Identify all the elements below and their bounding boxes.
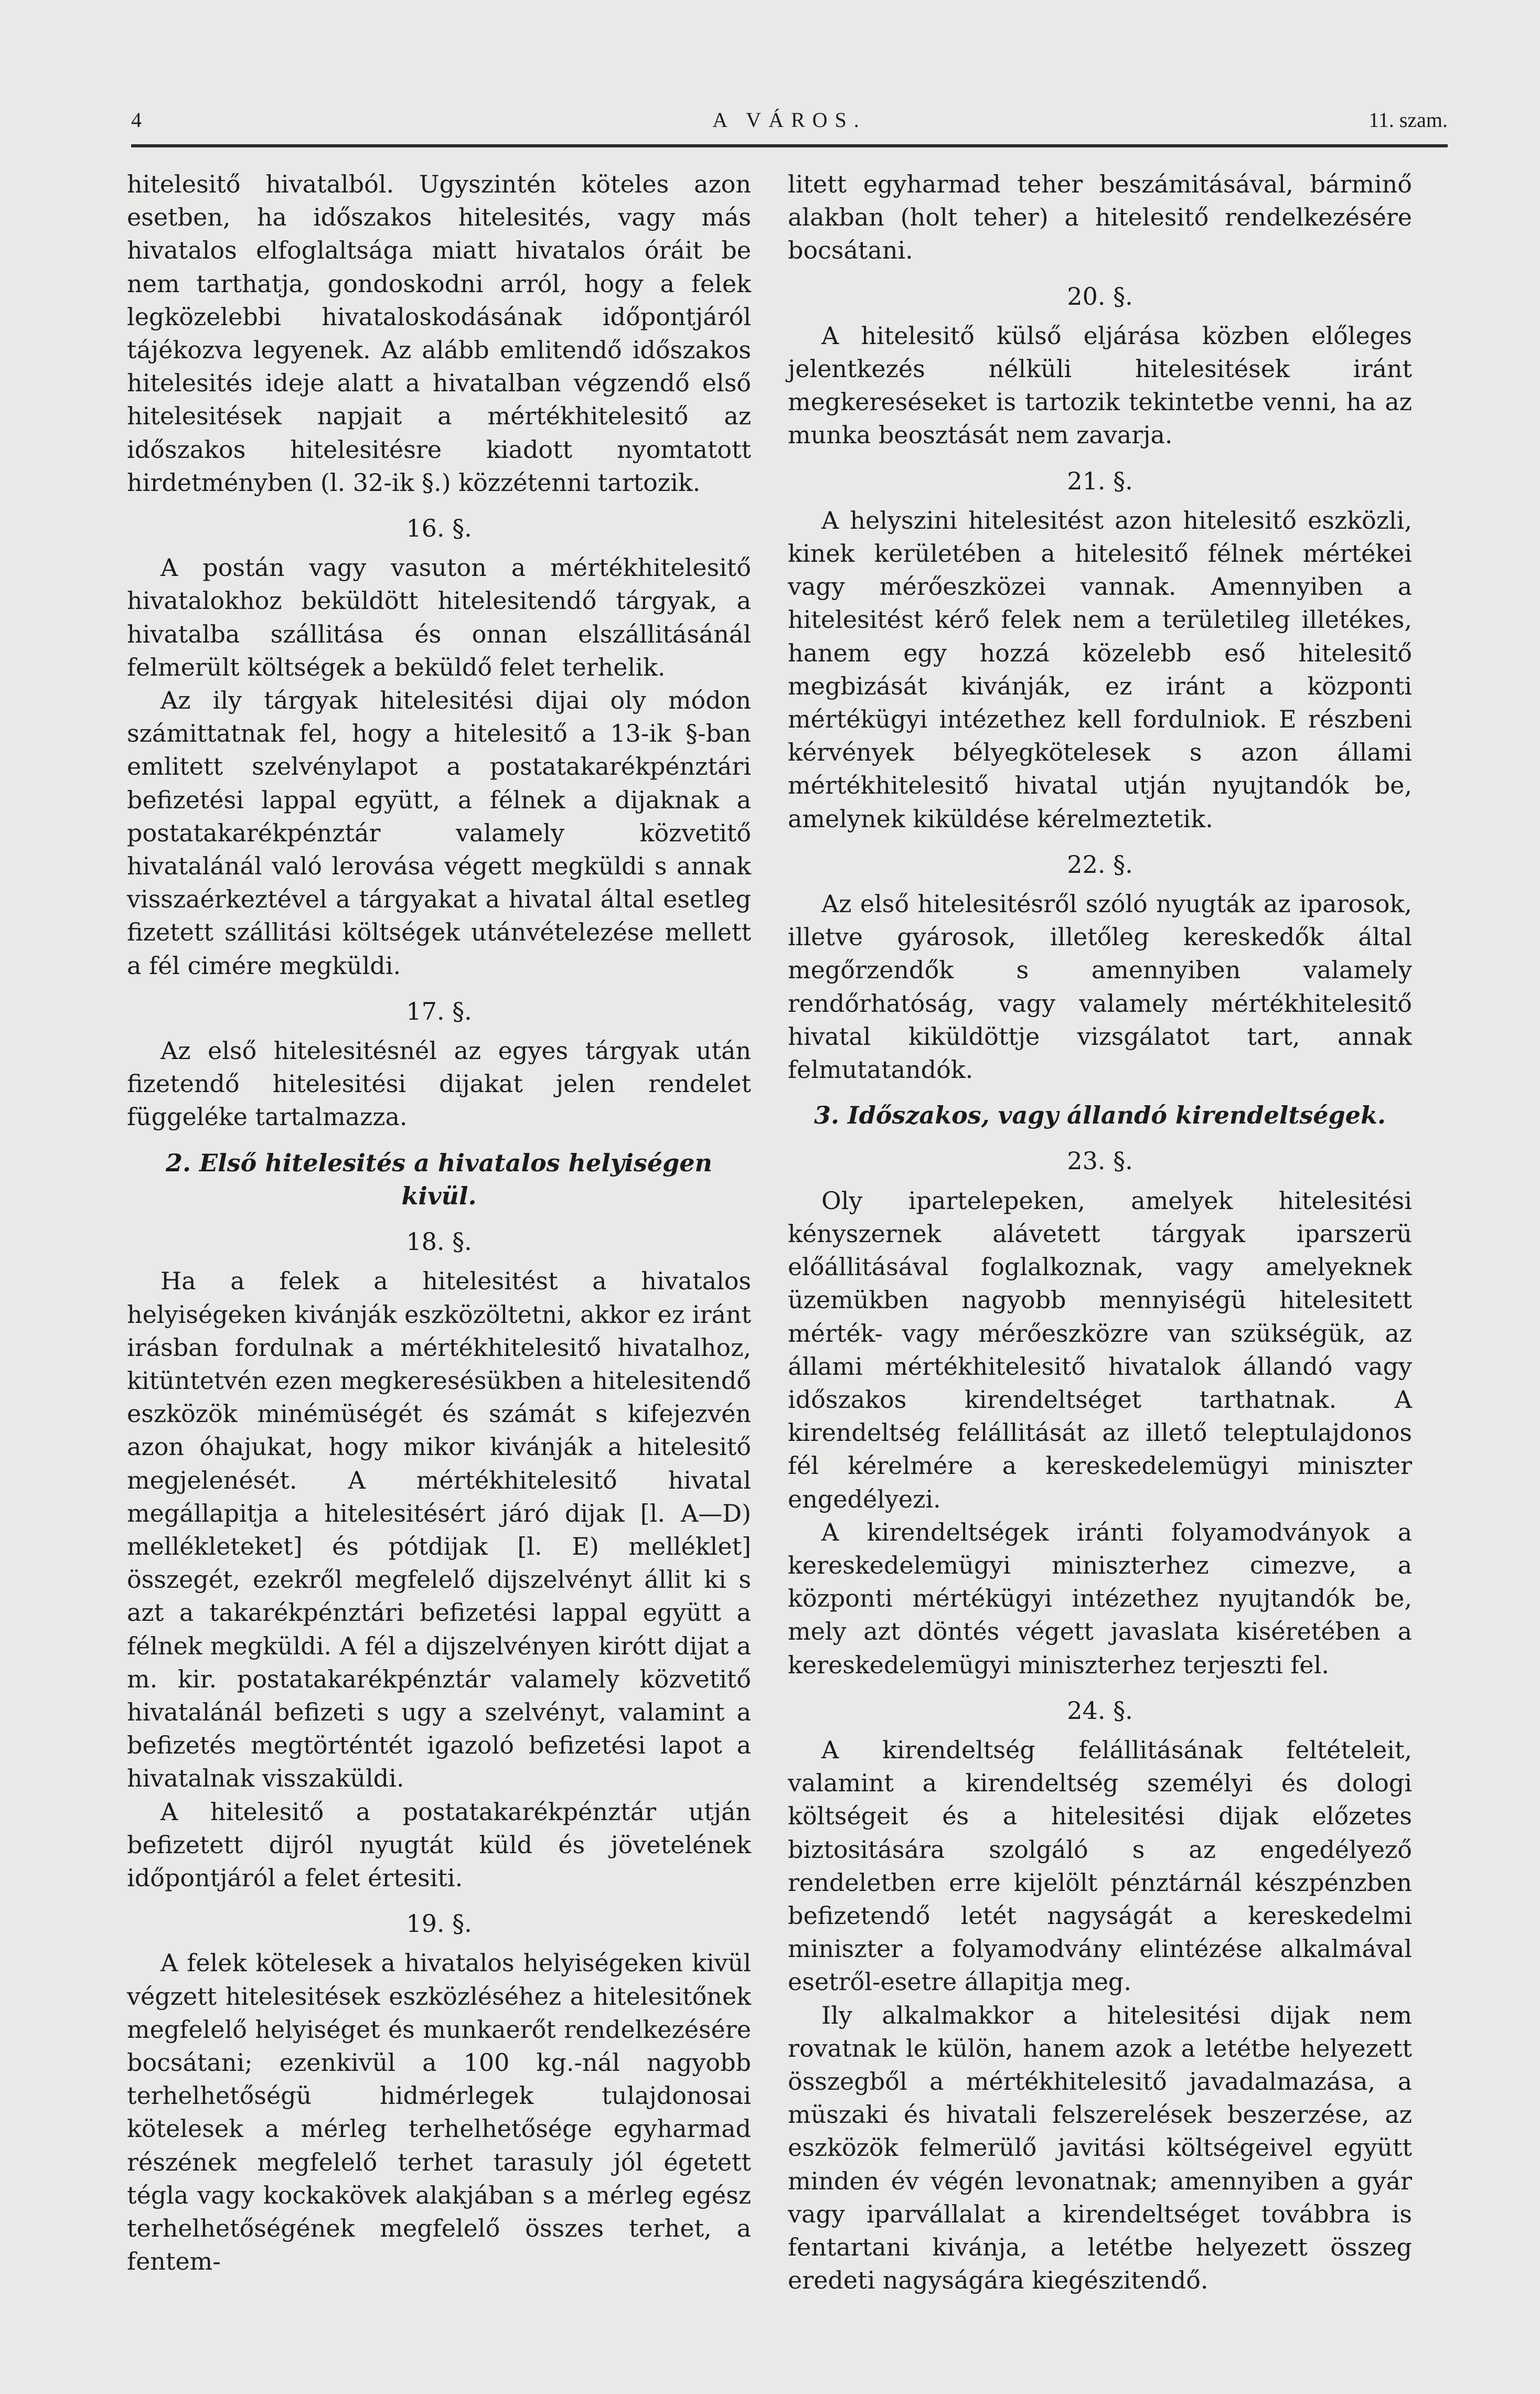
issue-number: 11. szam. xyxy=(1368,108,1448,132)
paragraph: Az első hitelesitésnél az egyes tárgyak után fizetendő hitelesitési dijakat jelen rendelet függeléke tartalmazza. xyxy=(127,1036,751,1131)
publication-title: A VÁROS. xyxy=(712,108,867,132)
paragraph: A kirendeltségek iránti folyamodványok a kereskedelemügyi miniszterhez cimezve, a központi mértékügyi intézethez nyujtandók be, mely azt döntés végett javaslata kiséretében a kereskedelemügyi miniszterhez terjeszti fel. xyxy=(788,1517,1412,1679)
paragraph: A kirendeltség felállitásának feltételeit, valamint a kirendeltség személyi és dologi költségeit és a hitelesitési dijak előzetes biztositására szolgáló s az engedélyező rendeletben erre kijelölt pénztárnál készpénzben befizetendő letét nagyságát a kereskedelmi miniszter a folyamodvány elintézése alkalmával esetről-esetre állapitja meg. xyxy=(788,1735,1412,1996)
section-heading: 23. §. xyxy=(1067,1147,1133,1175)
paragraph: Oly ipartelepeken, amelyek hitelesitési kényszernek alávetett tárgyak iparszerü előállitásával foglalkoznak, vagy amelyeknek üzemükben nagyobb mennyiségü hitelesitett mérték- vagy mérőeszközre van szükségük, az állami mértékhitelesitő hivatalok állandó vagy időszakos kirendeltséget tarthatnak. A kirendeltség felállitását az illető teleptulajdonos fél kérelmére a kereskedelemügyi miniszter engedélyezi. xyxy=(788,1186,1412,1513)
chapter-heading: 3. Időszakos, vagy állandó kirendeltségek. xyxy=(814,1101,1386,1130)
right-column xyxy=(788,168,1412,2297)
paragraph: hitelesitő hivatalból. Ugyszintén köteles azon esetben, ha időszakos hitelesités, vagy más hivatalos elfoglaltsága miatt hivatalos óráit be nem tarthatja, gondoskodni arról, hogy a felek legközelebbi hivataloskodásának időpontjáról tájékozva legyenek. Az alább emlitendő időszakos hitelesités ideje alatt a hivatalban végzendő első hitelesitések napjait a mértékhitelesitő az időszakos hitelesitésre kiadott nyomtatott hirdetményben (l. 32-ik §.) közzétenni tartozik. xyxy=(127,170,751,497)
chapter-heading: 2. Első hitelesités a hivatalos helyiségen kivül. xyxy=(166,1148,712,1210)
paragraph: Ily alkalmakkor a hitelesitési dijak nem rovatnak le külön, hanem azok a letétbe helyezett összegből a mértékhitelesitő javadalmazása, a müszaki és hivatali felszerelések beszerzése, az eszközök felmerülő javitási költségeivel együtt minden év végén levonatnak; amennyiben a gyár vagy iparvállalat a kirendeltséget továbbra is fentartani kivánja, a letétbe helyezett összeg eredeti nagyságára kiegészitendő. xyxy=(788,2001,1412,2295)
paragraph: Az első hitelesitésről szóló nyugták az iparosok, illetve gyárosok, illetőleg kereskedők által megőrzendők s amennyiben valamely rendőrhatóság, vagy valamely mértékhitelesitő hivatal kiküldöttje vizsgálatot tart, annak felmutatandók. xyxy=(788,890,1412,1084)
section-heading: 18. §. xyxy=(406,1227,472,1256)
section-heading: 20. §. xyxy=(1067,282,1133,311)
header-rule xyxy=(131,144,1448,147)
page-header xyxy=(131,108,1448,144)
paragraph: A hitelesitő a postatakarékpénztár utján befizetett dijról nyugtát küld és jövetelének időpontjáról a felet értesiti. xyxy=(127,1797,751,1892)
page-number: 4 xyxy=(131,108,142,132)
paragraph: Az ily tárgyak hitelesitési dijai oly módon számittatnak fel, hogy a hitelesitő a 13-ik §-ban emlitett szelvénylapot a postatakarékpénztári befizetési lappal együtt, a félnek a dijaknak a postatakarékpénztár valamely közvetitő hivatalánál való lerovása végett megküldi s annak visszaérkeztével a tárgyakat a hivatal által esetleg fizetett szállitási költségek utánvételezése mellett a fél cimére megküldi. xyxy=(127,686,751,980)
section-heading: 21. §. xyxy=(1067,466,1133,495)
paragraph: A helyszini hitelesitést azon hitelesitő eszközli, kinek kerületében a hitelesitő félnek mértékei vagy mérőeszközei vannak. Amennyiben a hitelesitést kérő felek nem a területileg illetékes, hanem egy hozzá közelebb eső hitelesitő megbizását kivánják, ez iránt a központi mértékügyi intézethez kell fordulniok. E részbeni kérvények bélyegkötelesek s azon állami mértékhitelesitő hivatal utján nyujtandók be, amelynek kiküldése kérelmeztetik. xyxy=(788,506,1412,833)
paragraph: A hitelesitő külső eljárása közben előleges jelentkezés nélküli hitelesitések iránt megkereséseket is tartozik tekintetbe venni, ha az munka beosztását nem zavarja. xyxy=(788,321,1412,450)
section-heading: 22. §. xyxy=(1067,850,1133,879)
paragraph: A felek kötelesek a hivatalos helyiségeken kivül végzett hitelesitések eszközléséhez a hitelesitőnek megfelelő helyiséget és munkaerőt rendelkezésére bocsátani; ezenkivül a 100 kg.-nál nagyobb terhelhetőségü hidmérlegek tulajdonosai kötelesek a mérleg terhelhetősége egyharmad részének megfelelő terhet tarasuly jól égetett tégla vagy kockakövek alakjában s a mérleg egész terhelhetőségének megfelelő összes terhet, a fentem- xyxy=(127,1949,751,2276)
section-heading: 16. §. xyxy=(406,514,472,543)
left-column xyxy=(127,168,751,2278)
section-heading: 19. §. xyxy=(406,1909,472,1938)
section-heading: 24. §. xyxy=(1067,1696,1133,1725)
paragraph: Ha a felek a hitelesitést a hivatalos helyiségeken kivánják eszközöltetni, akkor ez iránt irásban fordulnak a mértékhitelesitő hivatalhoz, kitüntetvén ezen megkeresésükben a hitelesitendő eszközök minémüségét és számát s kifejezvén azon óhajukat, hogy mikor kivánják a hitelesitő megjelenését. A mértékhitelesitő hivatal megállapitja a hitelesitésért járó dijak [l. A—D) mellékleteket] és pótdijak [l. E) melléklet] összegét, ezekről megfelelő dijszelvényt állit ki s azt a takarékpénztári befizetési lappal együtt a félnek megküldi. A fél a dijszelvényen kirótt dijat a m. kir. postatakarékpénztár valamely közvetitő hivatalánál befizeti s ugy a szelvényt, valamint a befizetés megtörténtét igazoló befizetési lapot a hivatalnak visszaküldi. xyxy=(127,1267,751,1793)
section-heading: 17. §. xyxy=(406,997,472,1025)
paragraph: litett egyharmad teher beszámitásával, bárminő alakban (holt teher) a hitelesitő rendelkezésére bocsátani. xyxy=(788,170,1412,265)
paragraph: A postán vagy vasuton a mértékhitelesitő hivatalokhoz beküldött hitelesitendő tárgyak, a hivatalba szállitása és onnan elszállitásánál felmerült költségek a beküldő felet terhelik. xyxy=(127,553,751,681)
